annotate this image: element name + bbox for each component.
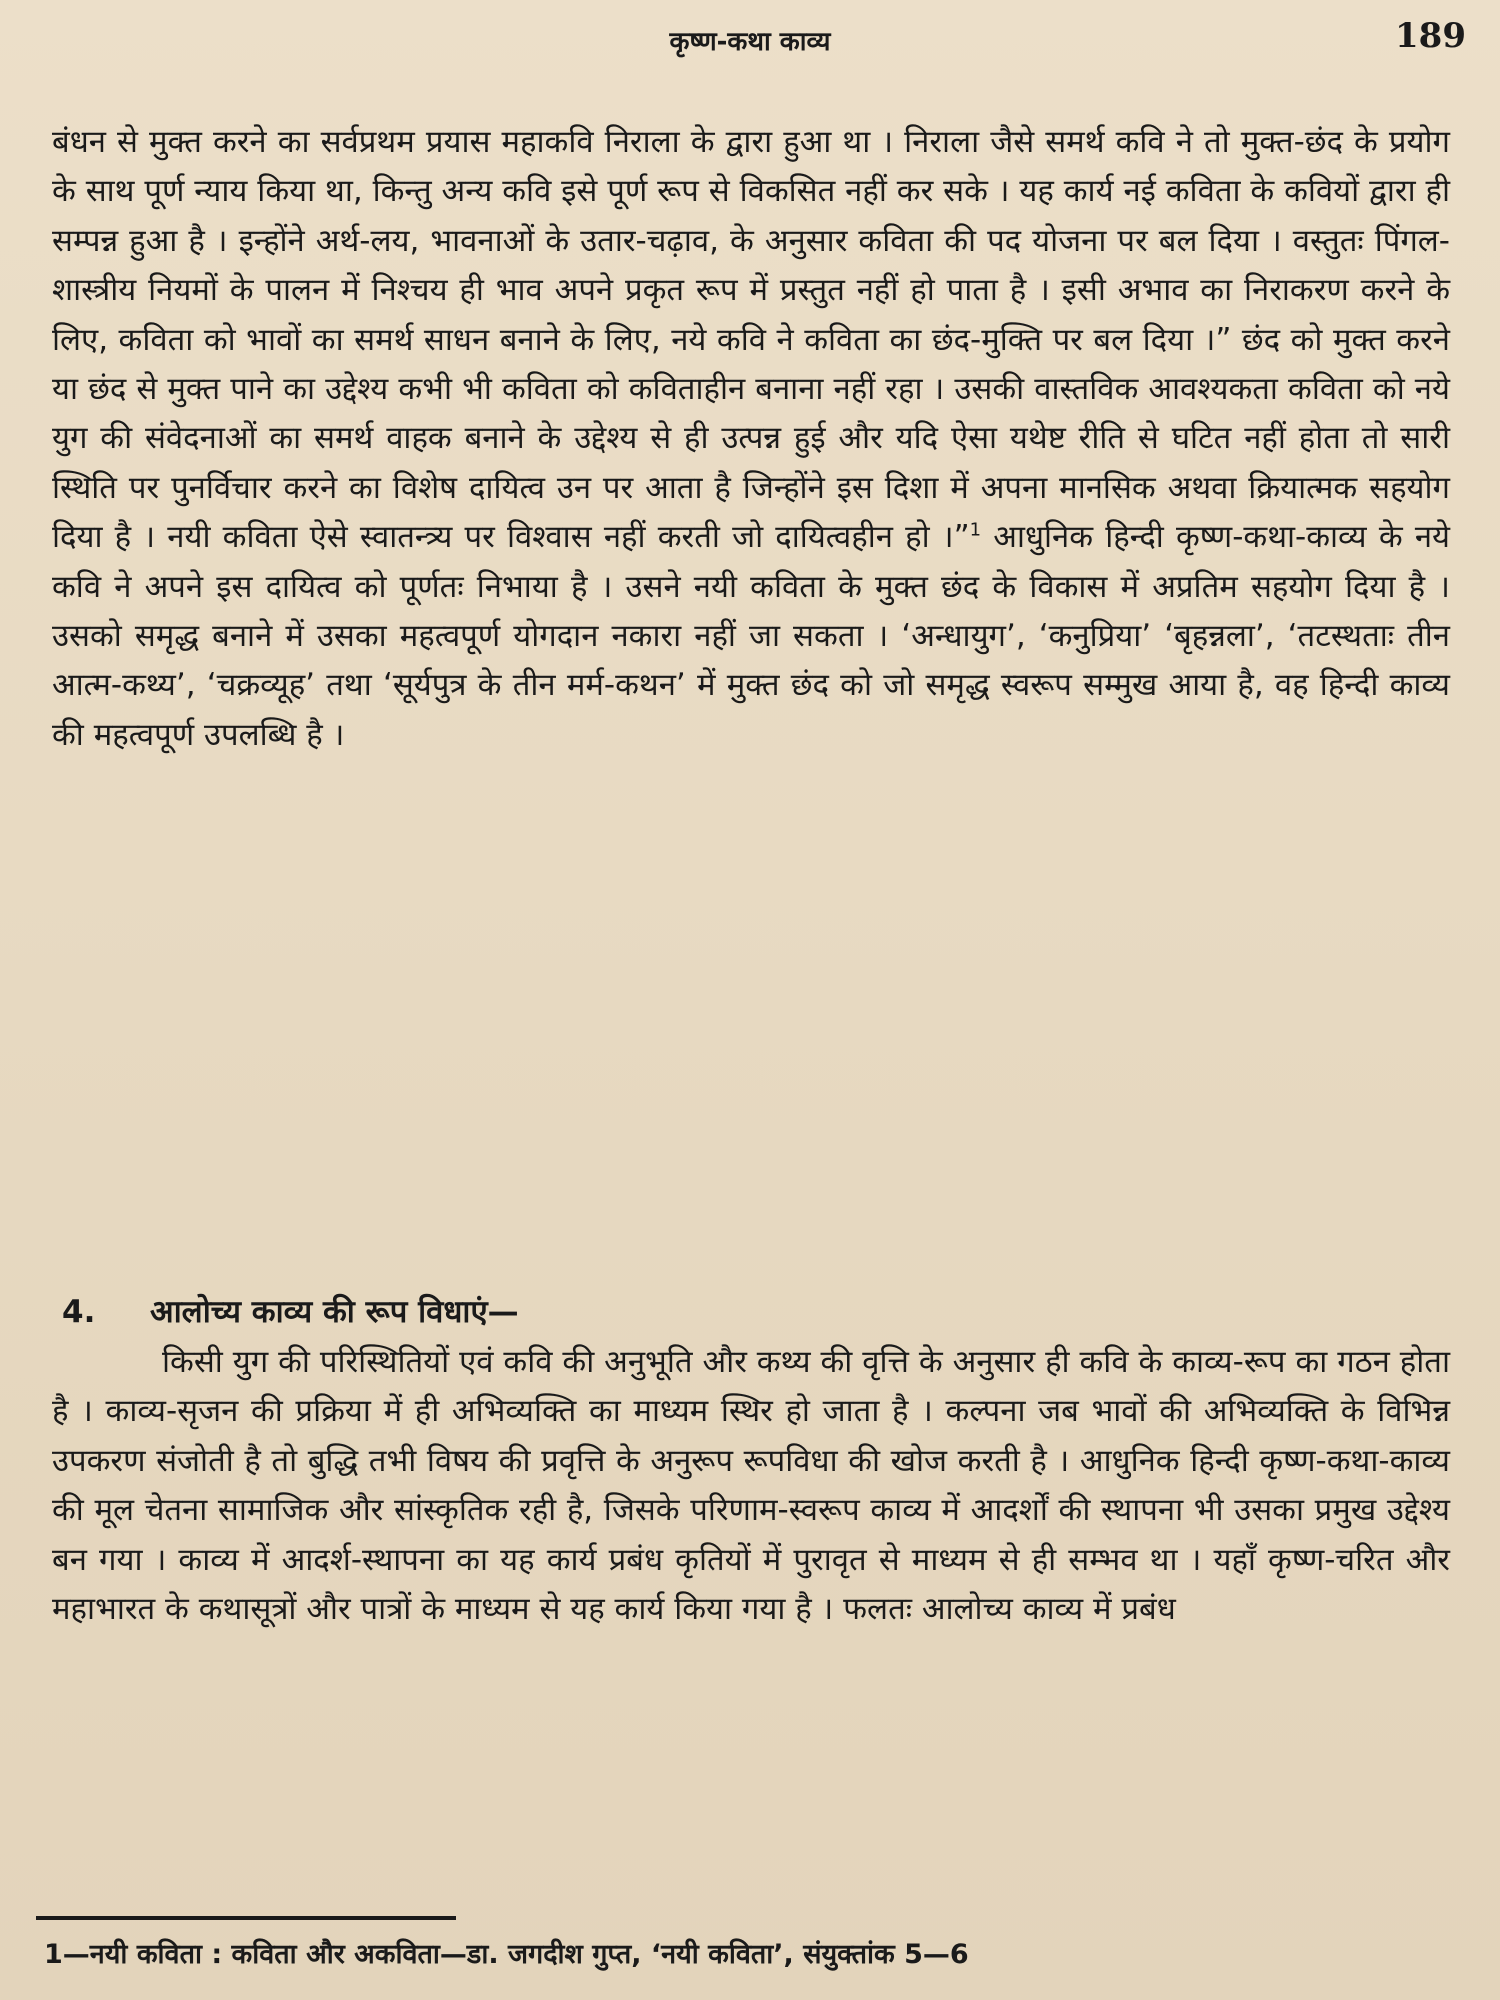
running-title: कृष्ण-कथा काव्य	[669, 27, 831, 57]
section-number: 4.	[62, 1294, 96, 1330]
footnote: 1—नयी कविता : कविता और अकविता—डा. जगदीश गुप्त, ‘नयी कविता’, संयुक्तांक 5—6	[44, 1939, 969, 1970]
footnote-divider	[36, 1916, 456, 1920]
paragraph-1	[52, 118, 1450, 760]
section-heading	[62, 1290, 519, 1332]
footnote-marker: 1	[969, 519, 982, 541]
page-number: 189	[1395, 16, 1466, 56]
section-title: आलोच्य काव्य की रूप विधाएं—	[150, 1294, 519, 1330]
paragraph-2: किसी युग की परिस्थितियों एवं कवि की अनुभूति और कथ्य की वृत्ति के अनुसार ही कवि के काव्य-रूप का गठन होता है । काव्य-सृजन की प्रक्रिया में ही अभिव्यक्ति का माध्यम स्थिर हो जाता है । कल्पना जब भावों की अभिव्यक्ति के विभिन्न उपकरण संजोती है तो बुद्धि तभी विषय की प्रवृत्ति के अनुरूप रूपविधा की खोज करती है । आधुनिक हिन्दी कृष्ण-कथा-काव्य की मूल चेतना सामाजिक और सांस्कृतिक रही है, जिसके परिणाम-स्वरूप काव्य में आदर्शों की स्थापना भी उसका प्रमुख उद्देश्य बन गया । काव्य में आदर्श-स्थापना का यह कार्य प्रबंध कृतियों में पुरावृत से माध्यम से ही सम्भव था । यहाँ कृष्ण-चरित और महाभारत के कथासूत्रों और पात्रों के माध्यम से यह कार्य किया गया है । फलतः आलोच्य काव्य में प्रबंध	[52, 1344, 1450, 1628]
paragraph-1-text: बंधन से मुक्त करने का सर्वप्रथम प्रयास महाकवि निराला के द्वारा हुआ था । निराला जैसे समर्थ कवि ने तो मुक्त-छंद के प्रयोग के साथ पूर्ण न्याय किया था, किन्तु अन्य कवि इसे पूर्ण रूप से विकसित नहीं कर सके । यह कार्य नई कविता के कवियों द्वारा ही सम्पन्न हुआ है । इन्होंने अर्थ-लय, भावनाओं के उतार-चढ़ाव, के अनुसार कविता की पद योजना पर बल दिया । वस्तुतः पिंगल-शास्त्रीय नियमों के पालन में निश्चय ही भाव अपने प्रकृत रूप में प्रस्तुत नहीं हो पाता है । इसी अभाव का निराकरण करने के लिए, कविता को भावों का समर्थ साधन बनाने के लिए, नये कवि ने कविता का छंद-मुक्ति पर बल दिया ।” छंद को मुक्त करने या छंद से मुक्त पाने का उद्देश्य कभी भी कविता को कविताहीन बनाना नहीं रहा । उसकी वास्तविक आवश्यकता कविता को नये युग की संवेदनाओं का समर्थ वाहक बनाने के उद्देश्य से ही उत्पन्न हुई और यदि ऐसा यथेष्ट रीति से घटित नहीं होता तो सारी स्थिति पर पुनर्विचार करने का विशेष दायित्व उन पर आता है जिन्होंने इस दिशा में अपना मानसिक अथवा क्रियात्मक सहयोग दिया है । नयी कविता ऐसे स्वातन्त्र्य पर विश्वास नहीं करती जो दायित्वहीन हो ।”	[52, 124, 1450, 556]
paragraph-1-continuation: आधुनिक हिन्दी कृष्ण-कथा-काव्य के नये कवि ने अपने इस दायित्व को पूर्णतः निभाया है । उसने नयी कविता के मुक्त छंद के विकास में अप्रतिम सहयोग दिया है । उसको समृद्ध बनाने में उसका महत्वपूर्ण योगदान नकारा नहीं जा सकता । ‘अन्धायुग’, ‘कनुप्रिया’ ‘बृहन्नला’, ‘तटस्थताः तीन आत्म-कथ्य’, ‘चक्रव्यूह’ तथा ‘सूर्यपुत्र के तीन मर्म-कथन’ में मुक्त छंद को जो समृद्ध स्वरूप सम्मुख आया है, वह हिन्दी काव्य की महत्वपूर्ण उपलब्धि है ।	[52, 519, 1451, 753]
